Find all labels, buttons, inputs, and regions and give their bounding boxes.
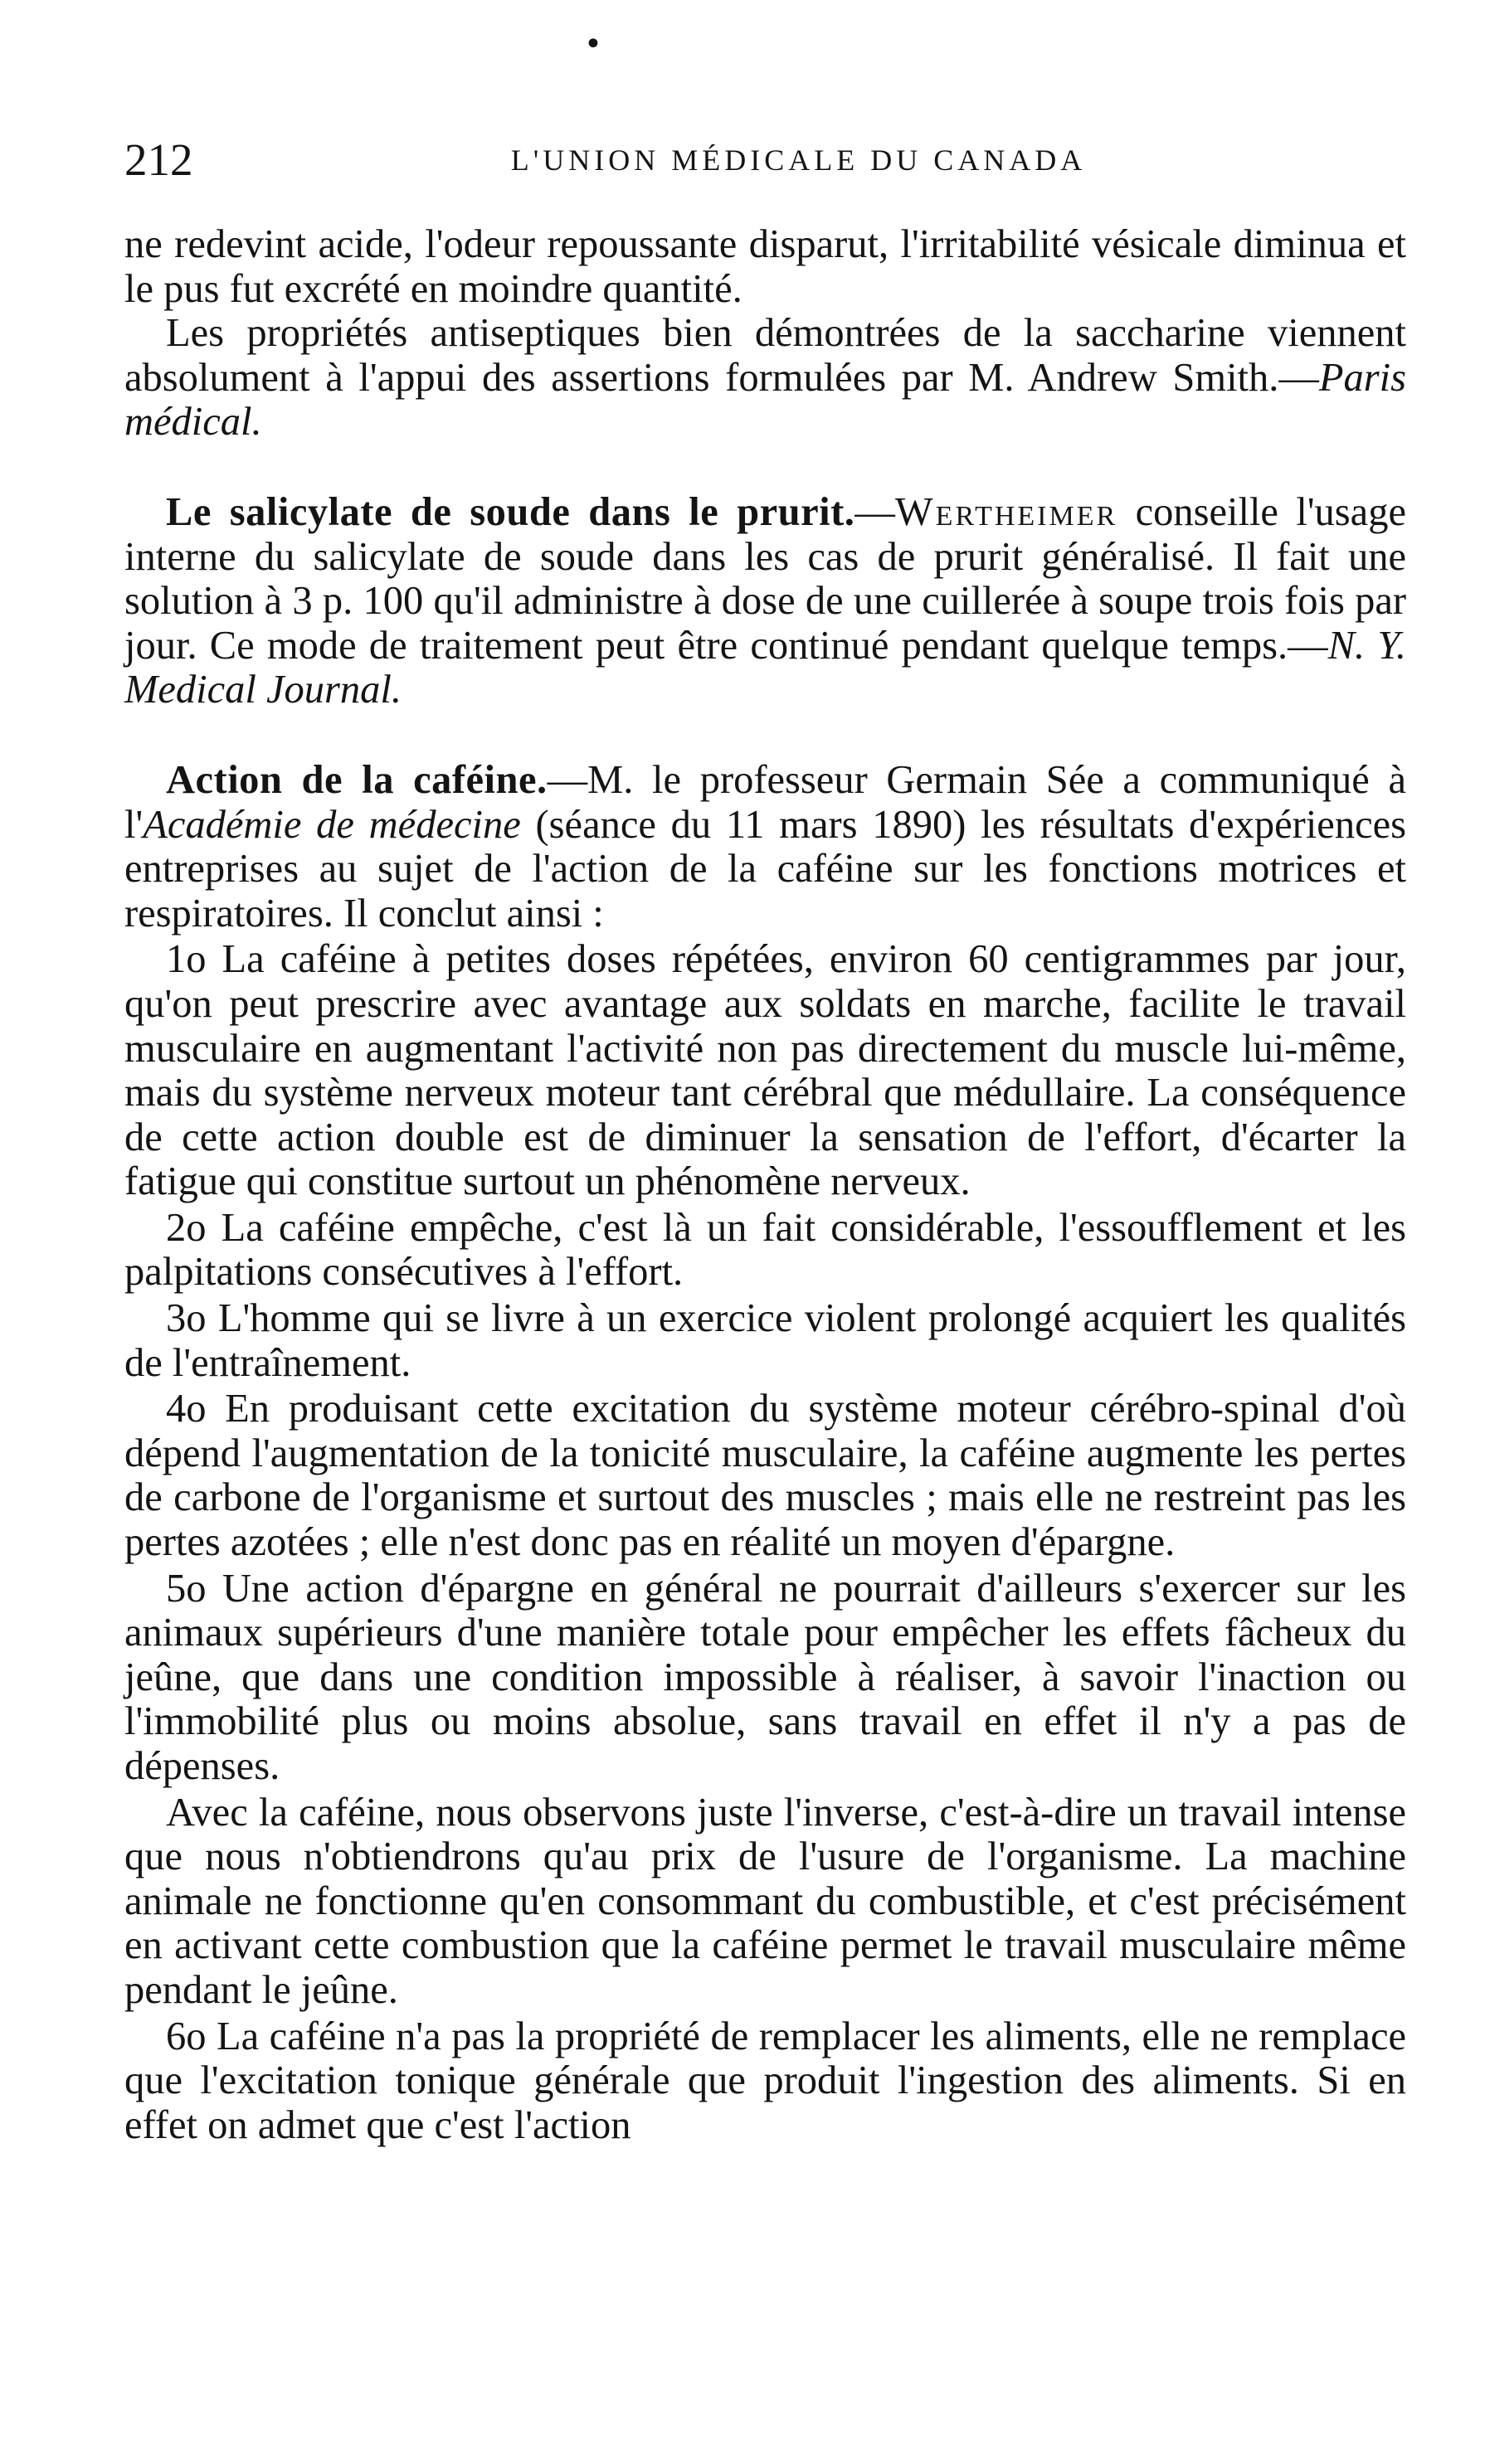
conclusion-point: Avec la caféine, nous observons juste l'inverse, c'est-à-dire un travail intense que nous n'obtiendrons qu'au prix de l'usure de l'organisme. La machine animale ne fonctionne qu'en consommant du combustible, et c'est précisément en activant cette combustion que la caféine permet le travail musculaire même pendant le jeûne. bbox=[124, 1790, 1406, 2012]
continuation-text-2: Les propriétés antiseptiques bien démontrées de la saccharine viennent absolument à l'appui des assertions formulées par M. Andrew Smith.— bbox=[124, 311, 1406, 400]
page-number: 212 bbox=[124, 134, 193, 185]
page-header bbox=[124, 131, 1406, 189]
intro-text-2: (séance du 11 mars 1890) les résultats d'expériences entreprises au sujet de l'action de la caféine sur les fonctions motrices et respiratoires. Il conclut ainsi : bbox=[124, 802, 1407, 936]
source-citation: Paris médical. bbox=[124, 355, 1406, 445]
running-title: L'UNION MÉDICALE DU CANADA bbox=[510, 143, 1087, 177]
conclusion-point: 2o La caféine empêche, c'est là un fait considérable, l'essoufflement et les palpitations consécutives à l'effort. bbox=[124, 1205, 1406, 1295]
author-name: Wertheimer bbox=[894, 489, 1118, 534]
heading-dash: — bbox=[854, 489, 895, 534]
page-body bbox=[124, 222, 1406, 2147]
article-cafeine bbox=[124, 758, 1406, 936]
conclusion-point: 4o En produisant cette excitation du système moteur cérébro-spinal d'où dépend l'augmentation de la tonicité musculaire, la caféine augmente les pertes de carbone de l'organisme et surtout des muscles ; mais elle ne restreint pas les pertes azotées ; elle n'est donc pas en réalité un moyen d'épargne. bbox=[124, 1387, 1406, 1565]
conclusion-point: 3o L'homme qui se livre à un exercice violent prolongé acquiert les qualités de l'entraînement. bbox=[124, 1296, 1406, 1385]
stray-ink-mark: • bbox=[583, 23, 603, 62]
conclusion-point: 6o La caféine n'a pas la propriété de remplacer les aliments, elle ne remplace que l'excitation tonique générale que produit l'ingestion des aliments. Si en effet on admet que c'est l'action bbox=[124, 2014, 1406, 2147]
institution-name: Académie de médecine bbox=[143, 802, 521, 847]
continuation-text: ne redevint acide, l'odeur repoussante disparut, l'irritabilité vésicale diminua et le pus fut excrété en moindre quantité. bbox=[124, 222, 1406, 311]
article-heading: Action de la caféine. bbox=[166, 757, 548, 802]
continuation-paragraph-2 bbox=[124, 311, 1406, 445]
article-heading: Le salicylate de soude dans le prurit. bbox=[166, 489, 855, 534]
conclusion-point: 1o La caféine à petites doses répétées, environ 60 centigrammes par jour, qu'on peut prescrire avec avantage aux soldats en marche, facilite le travail musculaire en augmentant l'activité non pas directement du muscle lui-même, mais du système nerveux moteur tant cérébral que médullaire. La conséquence de cette action double est de diminuer la sensation de l'effort, d'écarter la fatigue qui constitue surtout un phénomène nerveux. bbox=[124, 937, 1406, 1204]
article-salicylate bbox=[124, 490, 1406, 712]
source-citation: N. Y. Medical Journal. bbox=[124, 623, 1406, 712]
article-text: conseille l'usage interne du salicylate de soude dans les cas de prurit généralisé. Il fait une solution à 3 p. 100 qu'il administre à dose de une cuillerée à soupe trois fois par jour. Ce mode de traitement peut être continué pendant quelque temps.— bbox=[124, 489, 1406, 668]
intro-text: —M. le professeur Germain Sée a communiqué à l' bbox=[124, 757, 1406, 847]
continuation-paragraph bbox=[124, 222, 1406, 311]
conclusion-point: 5o Une action d'épargne en général ne pourrait d'ailleurs s'exercer sur les animaux supérieurs d'une manière totale pour empêcher les effets fâcheux du jeûne, que dans une condition impossible à réaliser, à savoir l'inaction ou l'immobilité plus ou moins absolue, sans travail en effet il n'y a pas de dépenses. bbox=[124, 1566, 1406, 1788]
